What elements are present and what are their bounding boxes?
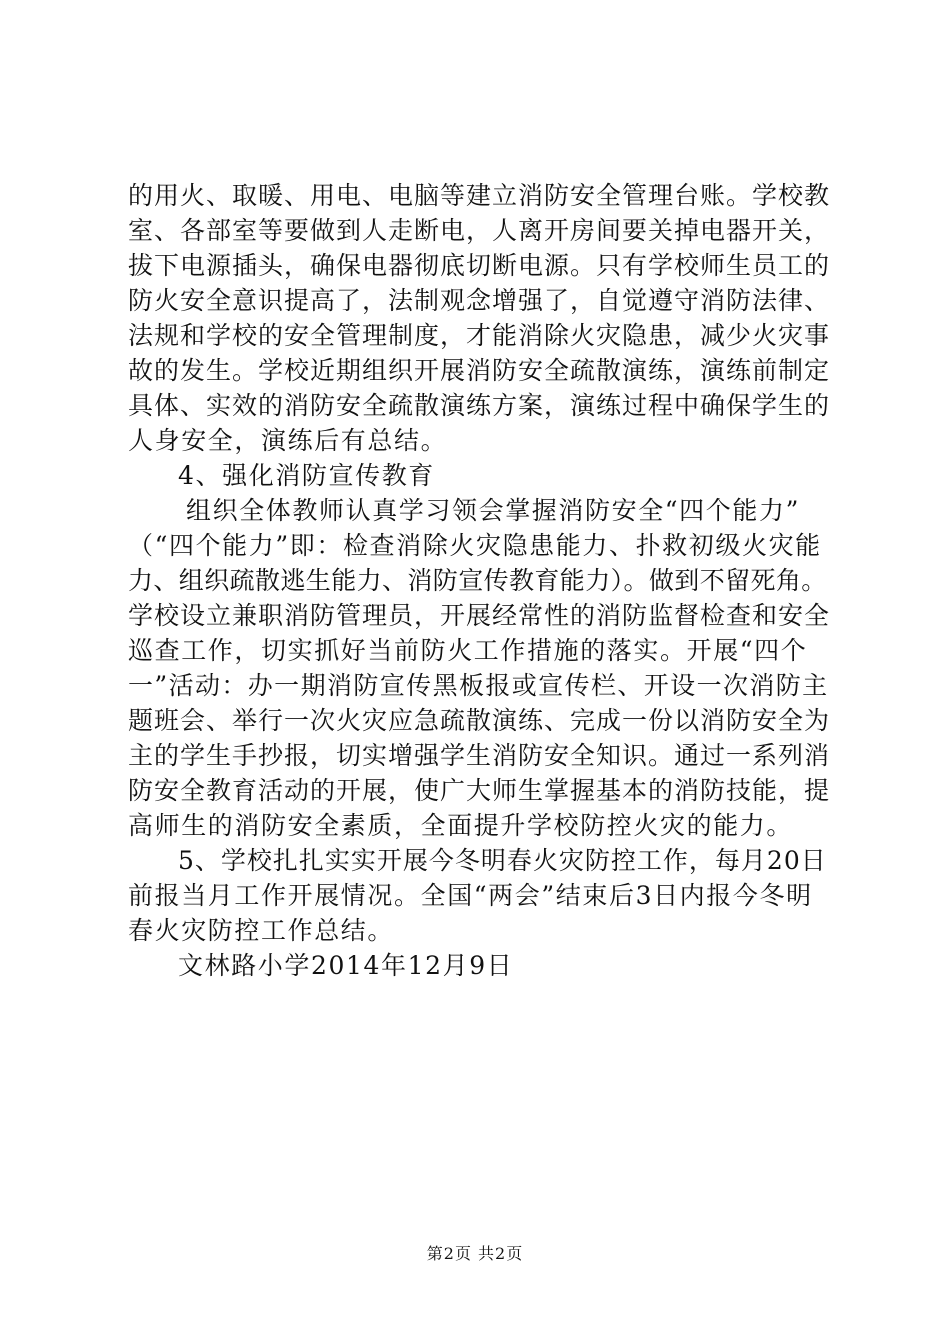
paragraph-line: 防安全教育活动的开展，使广大师生掌握基本的消防技能，提 xyxy=(128,776,831,805)
paragraph-line: 学校设立兼职消防管理员，开展经常性的消防监督检查和安全 xyxy=(128,601,831,630)
paragraph-line: 的用火、取暖、用电、电脑等建立消防安全管理台账。学校教 xyxy=(128,181,831,210)
paragraph-line: 人身安全，演练后有总结。 xyxy=(128,426,448,455)
paragraph-line: 防火安全意识提高了，法制观念增强了，自觉遵守消防法律、 xyxy=(128,286,831,315)
paragraph-line: 春火灾防控工作总结。 xyxy=(128,916,395,945)
paragraph-line: 巡查工作，切实抓好当前防火工作措施的落实。开展“四个 xyxy=(128,636,808,665)
signature-date: 文林路小学2014年12月9日 xyxy=(178,951,514,980)
paragraph-line: 故的发生。学校近期组织开展消防安全疏散演练，演练前制定 xyxy=(128,356,831,385)
paragraph-line: 拔下电源插头，确保电器彻底切断电源。只有学校师生员工的 xyxy=(128,251,831,280)
section-heading: 4、强化消防宣传教育 xyxy=(178,461,435,490)
paragraph-line: 一”活动：办一期消防宣传黑板报或宣传栏、开设一次消防主 xyxy=(128,671,829,700)
paragraph-line: 前报当月工作开展情况。全国“两会”结束后3日内报今冬明 xyxy=(128,881,813,910)
page-number-footer: 第2页 共2页 xyxy=(426,1244,524,1263)
paragraph-line: 题班会、举行一次火灾应急疏散演练、完成一份以消防安全为 xyxy=(128,706,831,735)
paragraph-line: 室、各部室等要做到人走断电，人离开房间要关掉电器开关， xyxy=(128,216,831,245)
paragraph-line: 力、组织疏散逃生能力、消防宣传教育能力）。做到不留死角。 xyxy=(128,566,827,595)
paragraph-line: 5、学校扎扎实实开展今冬明春火灾防控工作，每月20日 xyxy=(178,846,827,875)
paragraph-line: 高师生的消防安全素质，全面提升学校防控火灾的能力。 xyxy=(128,811,794,840)
paragraph-line: 具体、实效的消防安全疏散演练方案，演练过程中确保学生的 xyxy=(128,391,831,420)
paragraph-line: 法规和学校的安全管理制度，才能消除火灾隐患，减少火灾事 xyxy=(128,321,831,350)
paragraph-line: （“四个能力”即：检查消除火灾隐患能力、扑救初级火灾能 xyxy=(128,531,822,560)
paragraph-line: 主的学生手抄报，切实增强学生消防安全知识。通过一系列消 xyxy=(128,741,831,770)
paragraph-line: 组织全体教师认真学习领会掌握消防安全“四个能力” xyxy=(186,496,800,525)
